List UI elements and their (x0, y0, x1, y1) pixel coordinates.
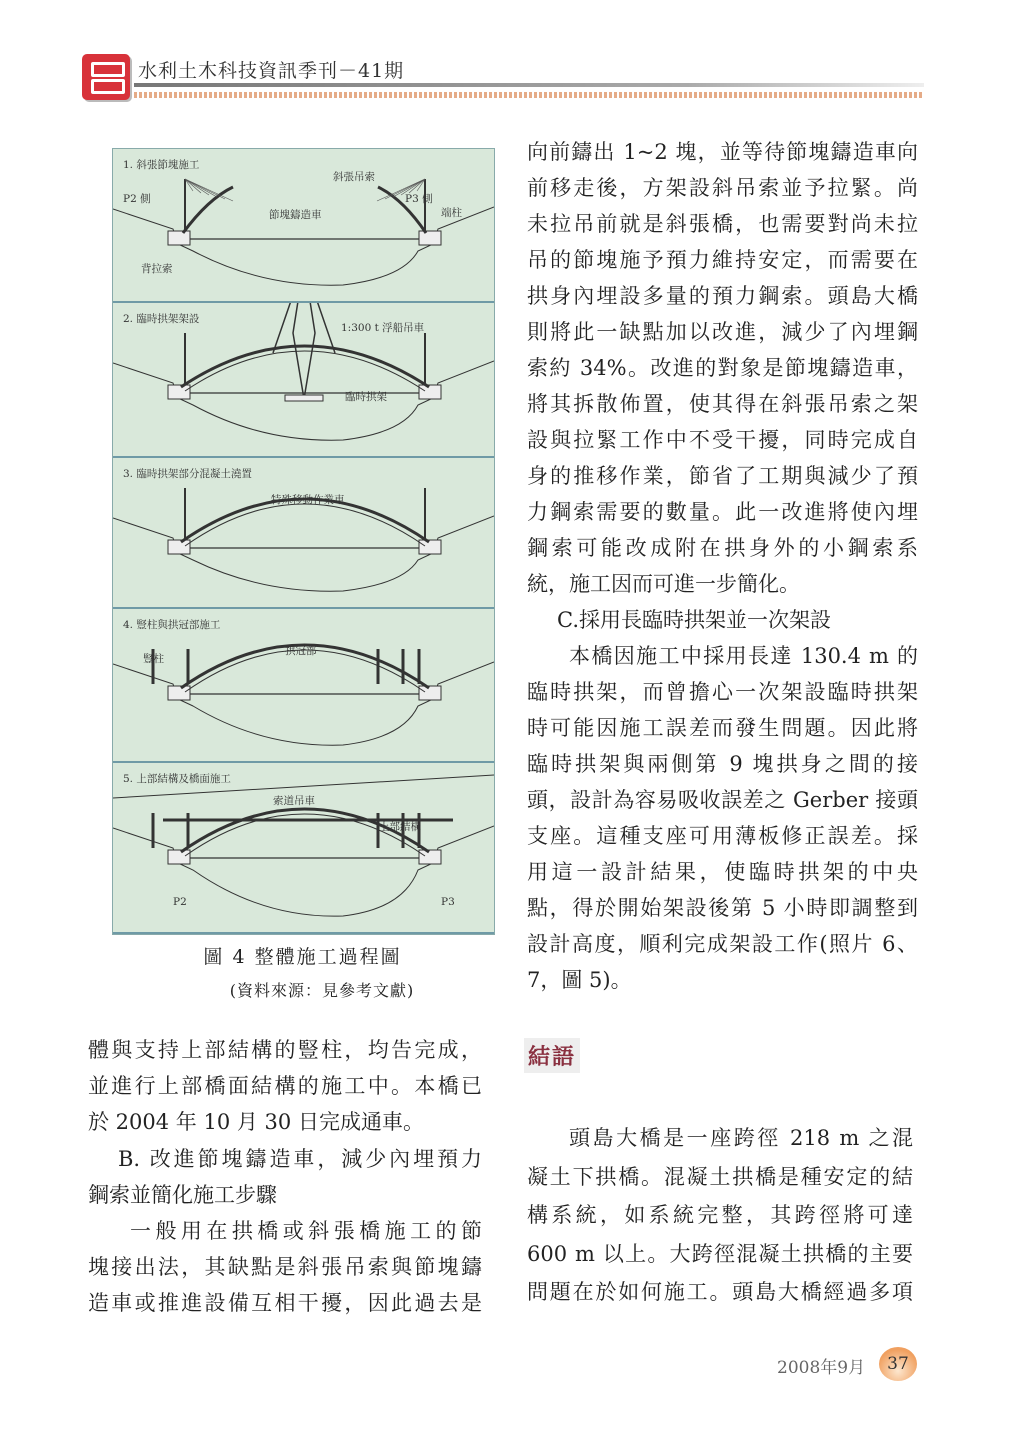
text-line: 則將此一缺點加以改進，減少了內埋鋼 (527, 320, 918, 344)
text-line: 力鋼索需要的數量。此一改進將使內埋 (527, 500, 918, 524)
header-decorative-band (134, 92, 924, 98)
text-line: 塊接出法，其缺點是斜張吊索與節塊鑄 (88, 1255, 482, 1280)
journal-logo (82, 54, 130, 100)
text-line: 設與拉緊工作中不受干擾，同時完成自 (527, 428, 918, 452)
text-line: 構系統，如系統完整，其跨徑將可達 (527, 1203, 913, 1228)
text-line: 時可能因施工誤差而發生問題。因此將 (527, 716, 918, 740)
text-line: 索約 34%。改進的對象是節塊鑄造車， (527, 356, 918, 380)
page-number: 37 (879, 1347, 917, 1381)
text-line: 拱身內埋設多量的預力鋼索。頭島大橋 (527, 284, 918, 308)
section-heading-conclusion: 結語 (524, 1038, 580, 1073)
diagram-label: 1:300 t 浮船吊車 (341, 322, 425, 334)
diagram-label: 拱冠部 (285, 645, 317, 657)
text-line: 凝土下拱橋。混凝土拱橋是種安定的結 (527, 1164, 913, 1189)
text-line: 問題在於如何施工。頭島大橋經過多項 (527, 1280, 913, 1305)
bridge-diagram (113, 609, 494, 763)
diagram-label: 臨時拱架 (345, 391, 387, 403)
text-line: 頭，設計為容易吸收誤差之 Gerber 接頭 (527, 788, 918, 812)
text-line: 於 2004 年 10 月 30 日完成通車。 (88, 1110, 424, 1135)
bridge-diagram (113, 149, 494, 303)
text-line: 點，得於開始架設後第 5 小時即調整到 (527, 896, 918, 920)
left-text-column (88, 1032, 482, 1322)
issue-date: 2008年9月 (777, 1358, 866, 1378)
journal-title: 水利土木科技資訊季刊－41期 (138, 60, 405, 82)
text-line: 用這一設計結果，使臨時拱架的中央 (527, 860, 918, 884)
diagram-label: P3 (441, 896, 455, 908)
text-line: 將其拆散佈置，使其得在斜張吊索之架 (527, 392, 918, 416)
diagram-label: 索道吊車 (273, 795, 315, 807)
panel-title: 1. 斜張節塊施工 (123, 159, 200, 171)
text-line: 統，施工因而可進一步簡化。 (527, 572, 800, 596)
conclusion-text (527, 1119, 913, 1312)
figure-panel-4 (113, 609, 494, 763)
diagram-label: 豎柱 (143, 653, 164, 665)
text-line: 未拉吊前就是斜張橋，也需要對尚未拉 (527, 212, 918, 236)
text-line: 7，圖 5)。 (527, 968, 632, 992)
text-line: 吊的節塊施予預力維持安定，而需要在 (527, 248, 918, 272)
diagram-label: P3 側 (405, 193, 433, 205)
bridge-diagram (113, 763, 494, 934)
panel-title: 3. 臨時拱架部分混凝土澆置 (123, 468, 252, 480)
right-text-column (527, 134, 918, 998)
figure-panel-1 (113, 149, 494, 303)
bridge-diagram (113, 303, 494, 458)
figure-caption: 圖 4 整體施工過程圖 (203, 946, 402, 968)
text-line: 600 m 以上。大跨徑混凝土拱橋的主要 (527, 1241, 913, 1266)
text-line: 體與支持上部結構的豎柱，均告完成， (88, 1038, 482, 1062)
text-line: B. 改進節塊鑄造車，減少內埋預力 (118, 1146, 482, 1171)
header-rule (134, 83, 924, 87)
text-line: 支座。這種支座可用薄板修正誤差。採 (527, 824, 918, 848)
text-line: C.採用長臨時拱架並一次架設 (557, 608, 831, 632)
diagram-label: 特殊移動作業車 (271, 494, 345, 506)
diagram-label: 斜張吊索 (333, 171, 375, 183)
text-line: 向前鑄出 1~2 塊，並等待節塊鑄造車向 (527, 140, 918, 164)
figure-source: (資料來源：見參考文獻) (229, 981, 415, 1000)
text-line: 臨時拱架與兩側第 9 塊拱身之間的接 (527, 752, 918, 776)
diagram-label: 背拉索 (141, 263, 173, 275)
figure-panel-5 (113, 763, 494, 934)
panel-title: 5. 上部結構及橋面施工 (123, 773, 231, 785)
text-line: 設計高度，順利完成架設工作(照片 6、 (527, 932, 918, 956)
text-line: 並進行上部橋面結構的施工中。本橋已 (88, 1074, 482, 1099)
diagram-label: P2 側 (123, 193, 151, 205)
panel-title: 2. 臨時拱架架設 (123, 313, 200, 325)
diagram-label: P2 (173, 896, 187, 908)
text-line: 前移走後，方架設斜吊索並予拉緊。尚 (527, 176, 918, 200)
text-line: 造車或推進設備互相干擾，因此過去是 (88, 1291, 482, 1316)
text-line: 鋼索可能改成附在拱身外的小鋼索系 (527, 536, 918, 560)
panel-title: 4. 豎柱與拱冠部施工 (123, 619, 221, 631)
figure-panel-2 (113, 303, 494, 458)
diagram-label: 端柱 (441, 207, 462, 219)
text-line: 臨時拱架，而曾擔心一次架設臨時拱架 (527, 680, 918, 704)
text-line: 一般用在拱橋或斜張橋施工的節 (130, 1218, 482, 1243)
text-line: 身的推移作業，節省了工期與減少了預 (527, 464, 918, 488)
text-line: 頭島大橋是一座跨徑 218 m 之混 (569, 1126, 913, 1150)
construction-process-figure (112, 148, 495, 935)
diagram-label: 上部結構 (379, 821, 421, 833)
text-line: 鋼索並簡化施工步驟 (88, 1182, 277, 1207)
figure-panel-3 (113, 458, 494, 609)
diagram-label: 節塊鑄造車 (269, 209, 322, 221)
text-line: 本橋因施工中採用長達 130.4 m 的 (569, 644, 918, 668)
